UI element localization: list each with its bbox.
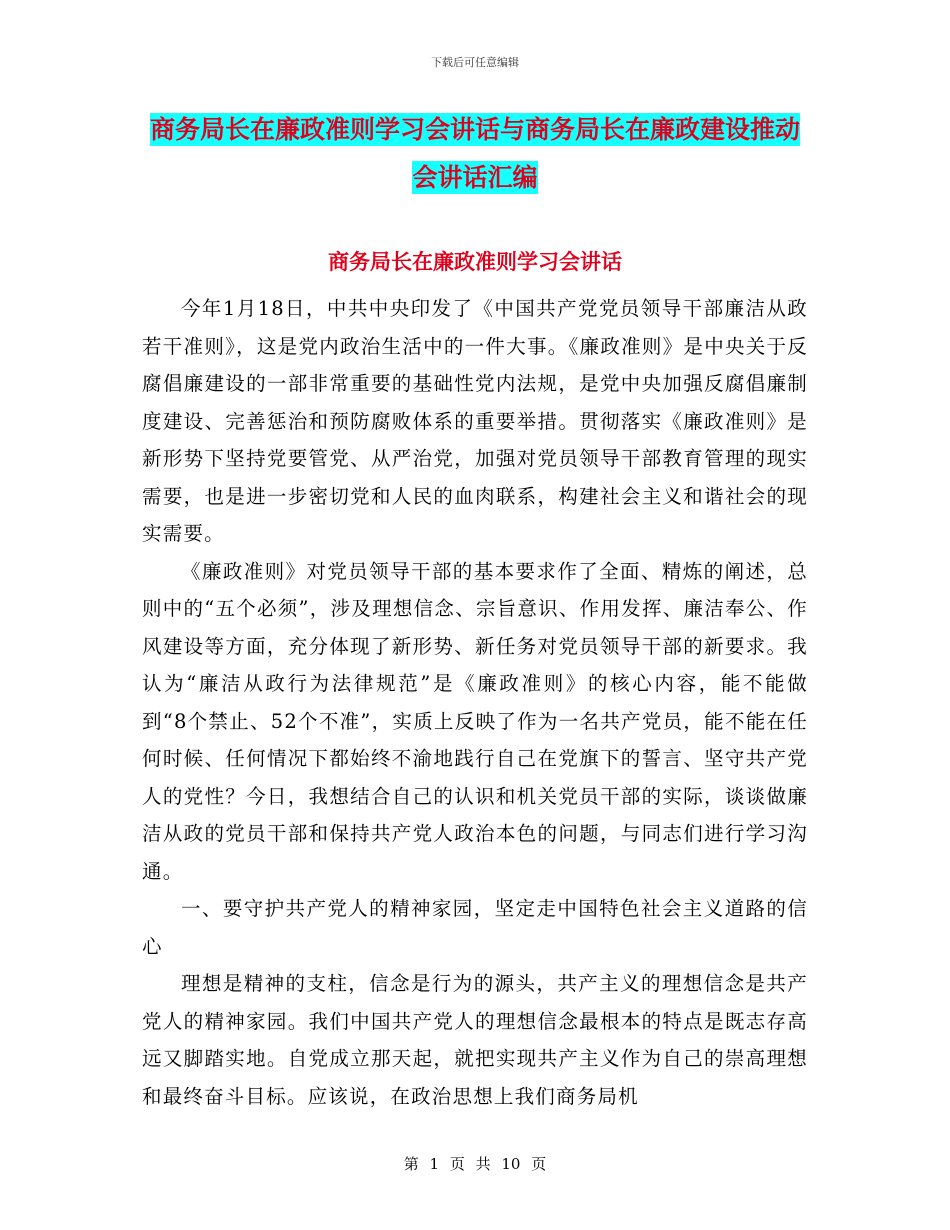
header-note: 下载后可任意编辑 bbox=[431, 56, 519, 69]
paragraph: 今年1月18日，中共中央印发了《中国共产党党员领导干部廉洁从政若干准则》，这是党内政治生活中的一件大事。《廉政准则》是中央关于反腐倡廉建设的一部非常重要的基础性党内法规，是党中央加强反腐倡廉制度建设、完善惩治和预防腐败体系的重要举措。贯彻落实《廉政准则》是新形势下坚持党要管党、从严治党，加强对党员领导干部教育管理的现实需要，也是进一步密切党和人民的血肉联系，构建社会主义和谐社会的现实需要。 bbox=[142, 297, 808, 545]
section-title: 商务局长在廉政准则学习会讲话 bbox=[328, 250, 622, 274]
document-title-text: 商务局长在廉政准则学习会讲话与商务局长在廉政建设推动会讲话汇编 bbox=[149, 115, 800, 192]
paragraph: 理想是精神的支柱，信念是行为的源头，共产主义的理想信念是共产党人的精神家园。我们中国共产党人的理想信念最根本的特点是既志存高远又脚踏实地。自党成立那天起，就把实现共产主义作为自己的崇高理想和最终奋斗目标。应该说，在政治思想上我们商务局机 bbox=[142, 972, 808, 1108]
page-footer: 第 1 页 共 10 页 bbox=[403, 1155, 547, 1173]
paragraph: 《廉政准则》对党员领导干部的基本要求作了全面、精炼的阐述，总则中的“五个必须”，涉及理想信念、宗旨意识、作用发挥、廉洁奉公、作风建设等方面，充分体现了新形势、新任务对党员领导干部的新要求。我认为“廉洁从政行为法律规范”是《廉政准则》的核心内容，能不能做到“8个禁止、52个不准”，实质上反映了作为一名共产党员，能不能在任何时候、任何情况下都始终不渝地践行自己在党旗下的誓言、坚守共产党人的党性？今日，我想结合自己的认识和机关党员干部的实际，谈谈做廉洁从政的党员干部和保持共产党人政治本色的问题，与同志们进行学习沟通。 bbox=[142, 559, 808, 883]
document-title bbox=[140, 106, 810, 202]
paragraph: 一、要守护共产党人的精神家园，坚定走中国特色社会主义道路的信心 bbox=[142, 897, 808, 958]
body-text bbox=[142, 290, 808, 1115]
